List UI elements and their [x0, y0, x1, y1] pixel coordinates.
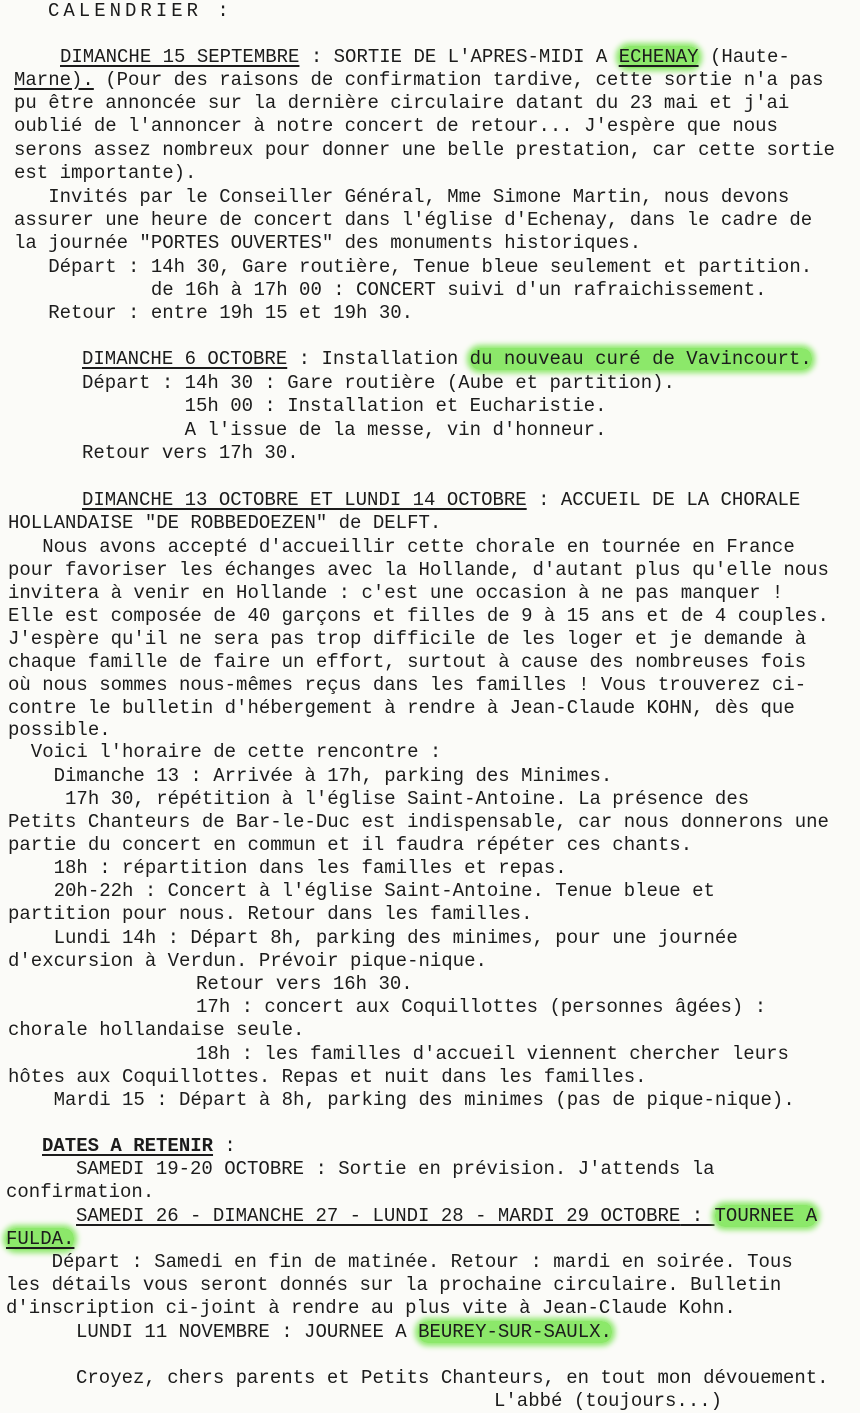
- highlight-beurey: BEUREY-SUR-SAULX.: [418, 1321, 612, 1343]
- highlight-tournee: TOURNEE A: [714, 1205, 818, 1227]
- section4-line4: [6, 1228, 74, 1250]
- section3-line18: 20h-22h : Concert à l'église Saint-Antoine. Tenue bleue et: [8, 880, 715, 902]
- section3-line11: possible.: [8, 719, 111, 741]
- section3-line3: Nous avons accepté d'accueillir cette chorale en tournée en France: [8, 536, 795, 558]
- section4-line6: les détails vous seront donnés sur la prochaine circulaire. Bulletin: [6, 1274, 782, 1296]
- section3-line26: hôtes aux Coquillottes. Repas et nuit dans les familles.: [8, 1066, 647, 1088]
- section1-line1: DIMANCHE 15 SEPTEMBRE : SORTIE DE L'APRES-MIDI A ECHENAY (Haute-: [60, 46, 790, 68]
- section3-line12: Voici l'horaire de cette rencontre :: [8, 741, 442, 763]
- section1-line8: assurer une heure de concert dans l'église d'Echenay, dans le cadre de: [14, 209, 813, 231]
- section4-line5: Départ : Samedi en fin de matinée. Retour : mardi en soirée. Tous: [6, 1251, 793, 1273]
- section3-line10: contre le bulletin d'hébergement à rendre à Jean-Claude KOHN, dès que: [8, 697, 795, 719]
- section4-title: DATES A RETENIR: [42, 1135, 214, 1157]
- section1-line6: est importante).: [14, 162, 197, 184]
- section3-line23: 17h : concert aux Coquillottes (personnes âgées) :: [82, 996, 767, 1018]
- section2-line4: A l'issue de la messe, vin d'honneur.: [82, 419, 607, 441]
- section1-date: DIMANCHE 15 SEPTEMBRE: [60, 46, 300, 68]
- section3-line20: Lundi 14h : Départ 8h, parking des minimes, pour une journée: [8, 927, 738, 949]
- section1-line3: pu être annoncée sur la dernière circulaire datant du 23 mai et j'ai: [14, 92, 790, 114]
- section3-line8: chaque famille de faire un effort, surtout à cause des nombreuses fois: [8, 651, 807, 673]
- section1-line9: la journée "PORTES OUVERTES" des monuments historiques.: [14, 232, 642, 254]
- section2-line2: Départ : 14h 30 : Gare routière (Aube et partition).: [82, 372, 675, 394]
- section4-line7: d'inscription ci-joint à rendre au plus vite à Jean-Claude Kohn.: [6, 1297, 736, 1319]
- section1-line10: Départ : 14h 30, Gare routière, Tenue bleue seulement et partition.: [14, 256, 813, 278]
- section4-line8: LUNDI 11 NOVEMBRE : JOURNEE A BEUREY-SUR-SAULX.: [76, 1321, 612, 1343]
- highlight-echenay: ECHENAY: [618, 46, 699, 68]
- section3-line15: Petits Chanteurs de Bar-le-Duc est indispensable, car nous donnerons une: [8, 811, 829, 833]
- section3-line1: DIMANCHE 13 OCTOBRE ET LUNDI 14 OCTOBRE : ACCUEIL DE LA CHORALE: [82, 489, 801, 511]
- section3-line14: 17h 30, répétition à l'église Saint-Antoine. La présence des: [8, 788, 750, 810]
- section3-line27: Mardi 15 : Départ à 8h, parking des minimes (pas de pique-nique).: [8, 1089, 795, 1111]
- section1-line5: serons assez nombreux pour donner une belle prestation, car cette sortie: [14, 139, 835, 161]
- section3-line22: Retour vers 16h 30.: [82, 973, 413, 995]
- section3-line5: invitera à venir en Hollande : c'est une occasion à ne pas manquer !: [8, 582, 784, 604]
- section3-line9: où nous sommes nous-mêmes reçus dans les familles ! Vous trouverez ci-: [8, 674, 807, 696]
- section2-date: DIMANCHE 6 OCTOBRE: [82, 348, 288, 370]
- section3-line24: chorale hollandaise seule.: [8, 1019, 305, 1041]
- section3-line16: partie du concert en commun et il faudra répéter ces chants.: [8, 834, 693, 856]
- section4-title-line: DATES A RETENIR :: [42, 1135, 236, 1157]
- section1-line7: Invités par le Conseiller Général, Mme Simone Martin, nous devons: [14, 186, 790, 208]
- section3-line4: pour favoriser les échanges avec la Hollande, d'autant plus qu'elle nous: [8, 559, 829, 581]
- section3-line7: J'espère qu'il ne sera pas trop difficile de les loger et je demande à: [8, 628, 807, 650]
- section3-line21: d'excursion à Verdun. Prévoir pique-nique.: [8, 950, 487, 972]
- section2-line1: DIMANCHE 6 OCTOBRE : Installation du nouveau curé de Vavincourt.: [82, 348, 812, 370]
- section3-line6: Elle est composée de 40 garçons et filles de 9 à 15 ans et de 4 couples.: [8, 605, 829, 627]
- section3-line13: Dimanche 13 : Arrivée à 17h, parking des Minimes.: [8, 765, 613, 787]
- section3-line17: 18h : répartition dans les familles et repas.: [8, 857, 567, 879]
- section1-line11: de 16h à 17h 00 : CONCERT suivi d'un rafraichissement.: [14, 279, 767, 301]
- highlight-cure-vavincourt: du nouveau curé de Vavincourt.: [469, 348, 812, 370]
- section2-line5: Retour vers 17h 30.: [82, 442, 299, 464]
- section2-line3: 15h 00 : Installation et Eucharistie.: [82, 395, 607, 417]
- section4-line2: confirmation.: [6, 1181, 155, 1203]
- section4-line1: SAMEDI 19-20 OCTOBRE : Sortie en prévision. J'attends la: [76, 1158, 715, 1180]
- signature: L'abbé (toujours...): [494, 1390, 723, 1412]
- section4-fulda-dates: SAMEDI 26 - DIMANCHE 27 - LUNDI 28 - MARDI 29 OCTOBRE: [76, 1205, 681, 1227]
- section1-line12: Retour : entre 19h 15 et 19h 30.: [14, 302, 414, 324]
- section1-line4: oublié de l'annoncer à notre concert de retour... J'espère que nous: [14, 115, 778, 137]
- section3-line19: partition pour nous. Retour dans les familles.: [8, 903, 533, 925]
- section3-date: DIMANCHE 13 OCTOBRE ET LUNDI 14 OCTOBRE: [82, 489, 527, 511]
- closing-line: Croyez, chers parents et Petits Chanteurs, en tout mon dévouement.: [76, 1367, 829, 1389]
- section3-line2: HOLLANDAISE "DE ROBBEDOEZEN" de DELFT.: [8, 512, 442, 534]
- section3-line25: 18h : les familles d'accueil viennent chercher leurs: [82, 1043, 789, 1065]
- section4-line3: SAMEDI 26 - DIMANCHE 27 - LUNDI 28 - MARDI 29 OCTOBRE : TOURNEE A: [76, 1205, 818, 1227]
- page-title: CALENDRIER :: [48, 0, 233, 22]
- highlight-fulda: FULDA.: [6, 1228, 75, 1250]
- section1-line2: Marne). (Pour des raisons de confirmation tardive, cette sortie n'a pas: [14, 69, 824, 91]
